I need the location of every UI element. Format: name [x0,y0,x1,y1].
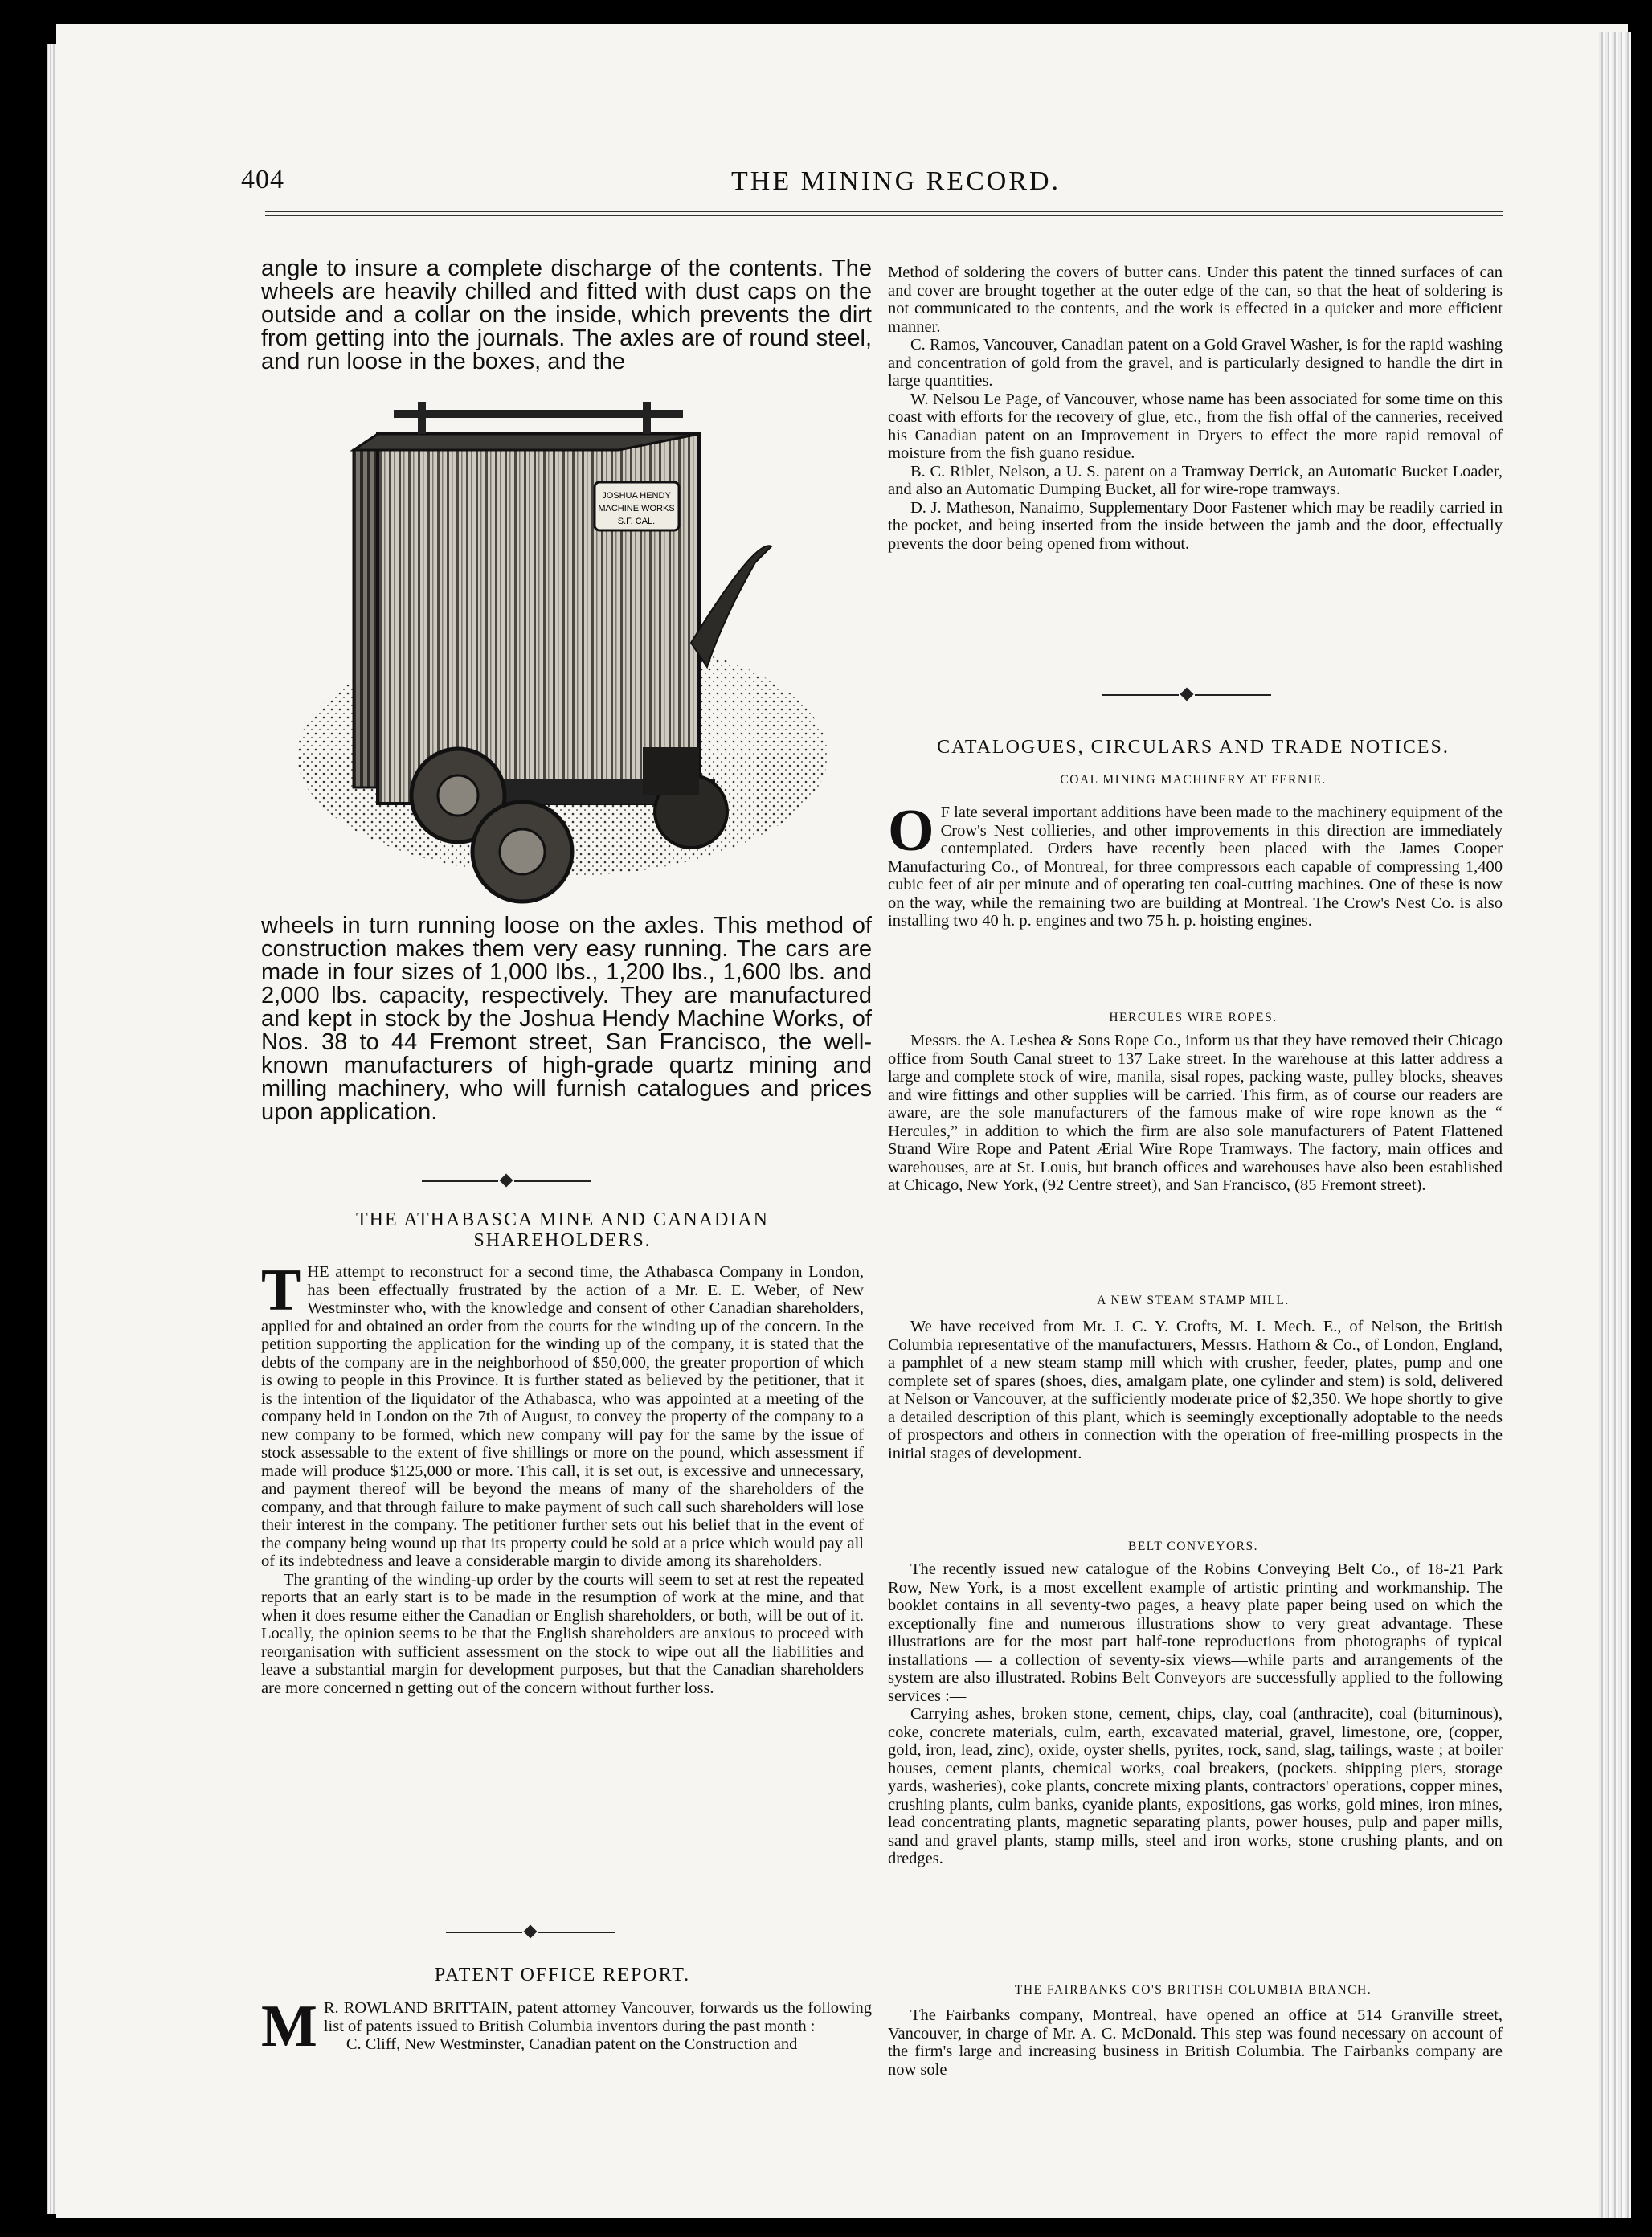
ornament-divider [422,1173,591,1189]
patent-cliff-continued: Method of soldering the covers of butter cans. Under this patent the tinned surfaces of can and cover are brought together at the outer edge of the can, so that the heat of soldering is not communicated to the contents, and the work is effected in a quicker and more efficient manner. [888,264,1503,336]
athabasca-article [261,1258,864,1697]
running-title: THE MINING RECORD. [731,166,1061,196]
ore-car-engraving [273,378,860,908]
hercules-heading: HERCULES WIRE ROPES. [1109,1011,1278,1024]
fairbanks-heading: THE FAIRBANKS CO'S BRITISH COLUMBIA BRANCH. [1014,1983,1372,1997]
patent-paragraph-2: C. Cliff, New Westminster, Canadian patent on the Construction and [346,2035,798,2053]
fairbanks-article [888,2006,1503,2079]
fernie-text: F late several important additions have been made to the machinery equipment of the Crow's Nest collieries, and other improvements in this direction are immediately contemplated. Orders have recently been placed with the James Cooper Manufacturing Co., of Montreal, for three compressors each capable of compressing 1,400 cubic feet of air per minute and of operating ten coal-cutting machines. One of these is now on the way, while the remaining two are building at Montreal. The Crow's Nest Co. is also installing two 40 h. p. engines and two 75 h. p. hoisting engines. [888,804,1503,930]
athabasca-paragraph-2: The granting of the winding-up order by the courts will seem to set at rest the repeated reports that an early start is to be made in the resumption of work at the mine, and that when it does resume either the Canadian or English shareholders, or both, will be out of it. Locally, the opinion seems to be that the English shareholders are anxious to proceed with reorganisation with sufficient assessment on the stock to wipe out all the liabilities and leave a substantial margin for development purposes, but that the Canadian shareholders are more concerned n getting out of the concern without further loss. [261,1570,864,1697]
belt-paragraph-1: The recently issued new catalogue of the Robins Conveying Belt Co., of 18-21 Park Row, New York, is a most excellent example of artistic printing and workmanship. The booklet contains in all seventy-two pages, a heavy plate paper being used on which the exceptionally fine and numerous illustrations show to very great advantage. These illustrations are for the most part half-tone reproductions from photographs of typical installations — a collection of seventy-six views—while parts and arrangements of the system are also illustrated. Robins Belt Conveyors are successfully applied to the following services :— [888,1560,1503,1705]
stamp-mill-article [888,1318,1503,1462]
athabasca-heading: THE ATHABASCA MINE AND CANADIAN SHAREHOLDERS. [355,1209,769,1251]
ore-car-illustration [273,378,860,908]
patent-riblet: B. C. Riblet, Nelson, a U. S. patent on a Tramway Derrick, an Automatic Bucket Loader, and also an Automatic Dumping Bucket, all for wire-rope tramways. [888,462,1503,498]
stamp-mill-heading: A NEW STEAM STAMP MILL. [1097,1294,1290,1307]
fernie-article [888,798,1503,930]
belt-paragraph-2: Carrying ashes, broken stone, cement, chips, clay, coal (anthracite), coal (bituminous), coke, concrete materials, culm, earth, excavated material, gravel, limestone, ore, (copper, gold, iron, lead, zinc), oxide, oyster shells, pyrites, rock, sand, slag, tailings, waste ; at boiler houses, cement plants, chemical works, coal breakers, (pockets. shipping piers, storage yards, washeries), coke plants, concrete mixing plants, contractors' operations, copper mines, crushing plants, culm banks, cyanide plants, expositions, gas works, gold mines, iron mines, lead concentrating plants, magnetic separating plants, power houses, pulp and paper mills, sand and gravel plants, stamp mills, steel and iron works, stone crushing plants, and on dredges. [888,1705,1503,1867]
patent-office-heading: PATENT OFFICE REPORT. [434,1965,691,1985]
page-number: 404 [241,165,284,194]
belt-conveyors-heading: BELT CONVEYORS. [1127,1540,1259,1553]
catalogues-heading: CATALOGUES, CIRCULARS AND TRADE NOTICES. [937,737,1450,758]
athabasca-dropcap: T [261,1258,301,1323]
header-rule [265,211,1503,212]
fernie-dropcap: O [888,798,934,864]
svg-text:JOSHUA HENDY: JOSHUA HENDY [602,491,671,501]
hendy-car-description: wheels in turn running loose on the axles. This method of construction makes them very easy running. The cars are made in four sizes of 1,000 lbs., 1,200 lbs., 1,600 lbs. and 2,000 lbs. capacity, respectively. They are manufactured and kept in stock by the Joshua Hendy Machine Works, of Nos. 38 to 44 Fremont street, San Francisco, the well-known manufacturers of high-grade quartz mining and milling machinery, who will furnish catalogues and prices upon application. [261,913,872,1125]
patent-dropcap: M [261,1994,317,2059]
svg-text:S.F. CAL.: S.F. CAL. [617,517,656,526]
hendy-car-intro: angle to insure a complete discharge of the contents. The wheels are heavily chilled and fitted with dust caps on the outside and a collar on the inside, which prevents the dirt from getting into the journals. The axles are of round steel, and run loose in the boxes, and the [261,256,872,374]
patent-office-article [261,1994,872,2059]
fernie-heading: COAL MINING MACHINERY AT FERNIE. [1060,773,1327,787]
svg-text:MACHINE WORKS: MACHINE WORKS [598,504,675,513]
header-rule-thin [265,215,1503,216]
hercules-article [888,1032,1503,1195]
stamp-mill-text: We have received from Mr. J. C. Y. Crofts, M. I. Mech. E., of Nelson, the British Columbia representative of the manufacturers, Messrs. Hathorn & Co., of London, England, a pamphlet of a new steam stamp mill which with crusher, feeder, plates, pump and one complete set of spares (shoes, dies, amalgam plate, one cylinder and stem) is sold, delivered at Nelson or Vancouver, at the sufficiently moderate price of $2,350. We hope shortly to give a detailed description of this plant, which is seemingly exceptionally adoptable to the needs of prospectors and others in connection with the operation of free-milling prospects in the initial stages of development. [888,1318,1503,1462]
patent-matheson: D. J. Matheson, Nanaimo, Supplementary Door Fastener which may be readily carried in the pocket, and being inserted from the inside between the jamb and the door, effectually prevents the door being opened from without. [888,498,1503,553]
ornament-divider [1102,687,1271,703]
patent-lepage: W. Nelsou Le Page, of Vancouver, whose name has been associated for some time on this coast with efforts for the recovery of glue, etc., from the fish offal of the canneries, received his Canadian patent on an Improvement in Dryers to effect the more rapid removal of moisture from the fish guano residue. [888,390,1503,462]
patent-list-continued [888,264,1503,553]
hercules-text: Messrs. the A. Leshea & Sons Rope Co., inform us that they have removed their Chicago office from South Canal street to 137 Lake street. In the warehouse at this latter address a large and complete stock of wire, manila, sisal ropes, packing waste, pulley blocks, sheaves and wire fittings and other supplies will be carried. This firm, as of course our readers are aware, are the sole manufacturers of the famous make of wire rope known as the “ Hercules,” in addition to which the firm are also sole manufacturers of Patent Flattened Strand Wire Rope and Patent Ærial Wire Rope Tramways. The factory, main offices and warehouses, are at St. Louis, but branch offices and warehouses have also been established at Chicago, New York, (92 Centre street), and San Francisco, (85 Fremont street). [888,1032,1503,1194]
patent-paragraph-1: R. ROWLAND BRITTAIN, patent attorney Vancouver, forwards us the following list of patents issued to British Columbia inventors during the past month : [323,1999,872,2035]
ornament-divider [446,1924,615,1941]
fairbanks-text: The Fairbanks company, Montreal, have opened an office at 514 Granville street, Vancouver, in charge of Mr. A. C. McDonald. This step was found necessary on account of the firm's large and increasing business in British Columbia. The Fairbanks company are now sole [888,2006,1503,2079]
patent-ramos: C. Ramos, Vancouver, Canadian patent on a Gold Gravel Washer, is for the rapid washing and concentration of gold from the gravel, and is particularly designed to handle the dirt in large quantities. [888,336,1503,390]
athabasca-paragraph-1: HE attempt to reconstruct for a second time, the Athabasca Company in London, has been effectually frustrated by the action of a Mr. E. E. Weber, of New Westminster who, with the knowledge and consent of other Canadian shareholders, applied for and obtained an order from the courts for the winding up of the concern. In the petition supporting the application for the winding up of the company, it is stated that the debts of the company are in the neighborhood of $50,000, the greater proportion of which is owing to people in this Province. It is further stated as believed by the petitioner, that it is the intention of the liquidator of the Athabasca, who was appointed at a meeting of the company held in London on the 7th of August, to convey the property of the company to a new company to be formed, which new company will pay for the same by the issue of stock assessable to the extent of five shillings or more on the pound, which assessment if made will produce $125,000 or more. This call, it is set out, is excessive and unnecessary, and payment thereof will be beyond the means of many of the shareholders of the company, and that through failure to make payment of such call such shareholders will lose their interest in the company. The petitioner further sets out his belief that in the event of the company being wound up that its property could be sold at a price which would pay all of its indebtedness and leave a considerable margin to divide among its shareholders. [261,1263,864,1570]
belt-conveyors-article [888,1560,1503,1868]
running-header [241,165,1495,197]
page-edge-right [1599,32,1631,2218]
